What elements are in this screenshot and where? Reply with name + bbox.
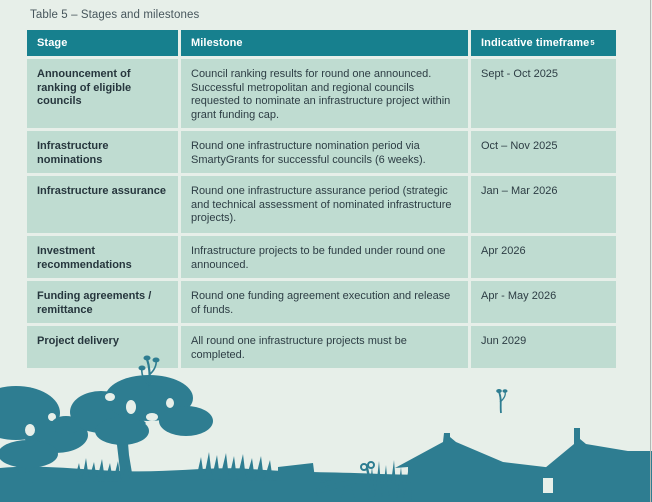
- stage-cell: Project delivery: [27, 326, 178, 368]
- footer-silhouette-scene: [0, 355, 652, 502]
- milestone-cell: Infrastructure projects to be funded under round one announced.: [181, 236, 468, 278]
- table-header-row: [27, 30, 616, 56]
- header-timeframe: Indicative timeframe 5: [471, 30, 616, 56]
- milestone-cell: Council ranking results for round one announced. Successful metropolitan and regional councils requested to nominate an infrastructure project within grant funding cap.: [181, 59, 468, 128]
- timeframe-cell: Oct – Nov 2025: [471, 131, 616, 173]
- house-right-silhouette: [545, 428, 652, 502]
- house-middle-silhouette: [395, 433, 552, 502]
- stage-cell: Announcement of ranking of eligible councils: [27, 59, 178, 128]
- house-window-notch: [543, 478, 553, 493]
- stages-milestones-table: [27, 30, 616, 368]
- milestone-cell: Round one infrastructure assurance period (strategic and technical assessment of nominated infrastructure projects).: [181, 176, 468, 233]
- table-row: [27, 236, 616, 278]
- grass-tuft-center: [196, 452, 282, 481]
- table-row: [27, 131, 616, 173]
- table-caption: Table 5 – Stages and milestones: [30, 9, 200, 21]
- timeframe-cell: Apr - May 2026: [471, 281, 616, 323]
- house-right-eave: [614, 451, 652, 459]
- page-right-border: [650, 0, 651, 502]
- table-row: [27, 59, 616, 128]
- header-timeframe-label: Indicative timeframe: [481, 37, 590, 49]
- timeframe-cell: Jan – Mar 2026: [471, 176, 616, 233]
- milestone-cell: Round one infrastructure nomination period via SmartyGrants for successful councils (6 weeks).: [181, 131, 468, 173]
- sapling-middle: [496, 389, 507, 413]
- header-milestone: Milestone: [181, 30, 468, 56]
- milestone-cell: Round one funding agreement execution and release of funds.: [181, 281, 468, 323]
- table-row: [27, 281, 616, 323]
- timeframe-cell: Apr 2026: [471, 236, 616, 278]
- stage-cell: Investment recommendations: [27, 236, 178, 278]
- milestone-cell: All round one infrastructure projects must be completed.: [181, 326, 468, 368]
- stage-cell: Infrastructure nominations: [27, 131, 178, 173]
- header-stage: Stage: [27, 30, 178, 56]
- table-row: [27, 176, 616, 233]
- stage-cell: Funding agreements / remittance: [27, 281, 178, 323]
- stage-cell: Infrastructure assurance: [27, 176, 178, 233]
- gum-tree-large: [51, 375, 213, 479]
- timeframe-cell: Jun 2029: [471, 326, 616, 368]
- timeframe-cell: Sept - Oct 2025: [471, 59, 616, 128]
